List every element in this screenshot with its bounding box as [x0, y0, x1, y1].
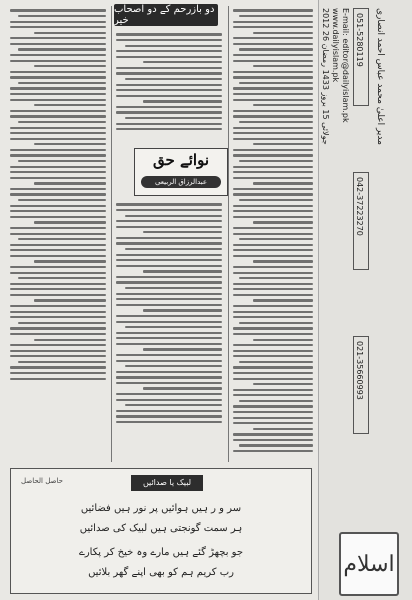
- column-logo-title: نوائے حق: [152, 151, 210, 169]
- column-divider: [111, 6, 112, 462]
- phone-box: [353, 172, 369, 270]
- article-column-middle-top: [114, 30, 224, 146]
- newspaper-logo: [339, 532, 399, 596]
- website-url: www.dailyislam.pk: [331, 8, 340, 83]
- masthead-strip: [318, 0, 412, 600]
- article-column-left: [8, 6, 108, 460]
- issue-date: 2012 جولائی 15 بروز 1433 رمضان 26: [321, 8, 330, 145]
- column-divider: [228, 6, 229, 462]
- article-column-middle-bottom: [114, 200, 224, 462]
- poem-line: سر و ر ہیں ہوائیں پر نور ہیں فضائیں: [80, 503, 242, 514]
- phone-number: 042-37223270: [355, 177, 364, 236]
- poem-line: ہر سمت گونجتی ہیں لبیک کی صدائیں: [79, 523, 243, 534]
- poem-line: جو بچھڑ گئے ہیں مارے وہ خیخ کر پکارے: [78, 547, 244, 558]
- headline-banner: [114, 4, 218, 26]
- column-logo: [134, 148, 228, 196]
- contact-email: E-mail: editor@dailyislam.pk: [341, 8, 350, 123]
- newspaper-logo-text: اسلام: [343, 551, 395, 577]
- phone-number: 021-35660993: [355, 341, 364, 400]
- poem-tag: حاصل الحاصل: [21, 477, 63, 485]
- phone-box: [353, 8, 369, 106]
- phone-number: 051-5280119: [355, 13, 364, 67]
- poem-heading: لبیک یا صدائیں: [131, 475, 203, 491]
- poem-line: رب کریم ہم کو بھی اپنے گھر بلائیں: [88, 567, 234, 578]
- phone-box: [353, 336, 369, 434]
- poem-box: [10, 468, 312, 594]
- column-logo-author: عبدالرزاق الربیعی: [141, 176, 221, 188]
- publisher-line: مدیر اعلیٰ محمد عباس احمد انصاری: [375, 8, 385, 145]
- headline-text: دو بازرحم کے دو اصحاب خیر: [114, 4, 215, 26]
